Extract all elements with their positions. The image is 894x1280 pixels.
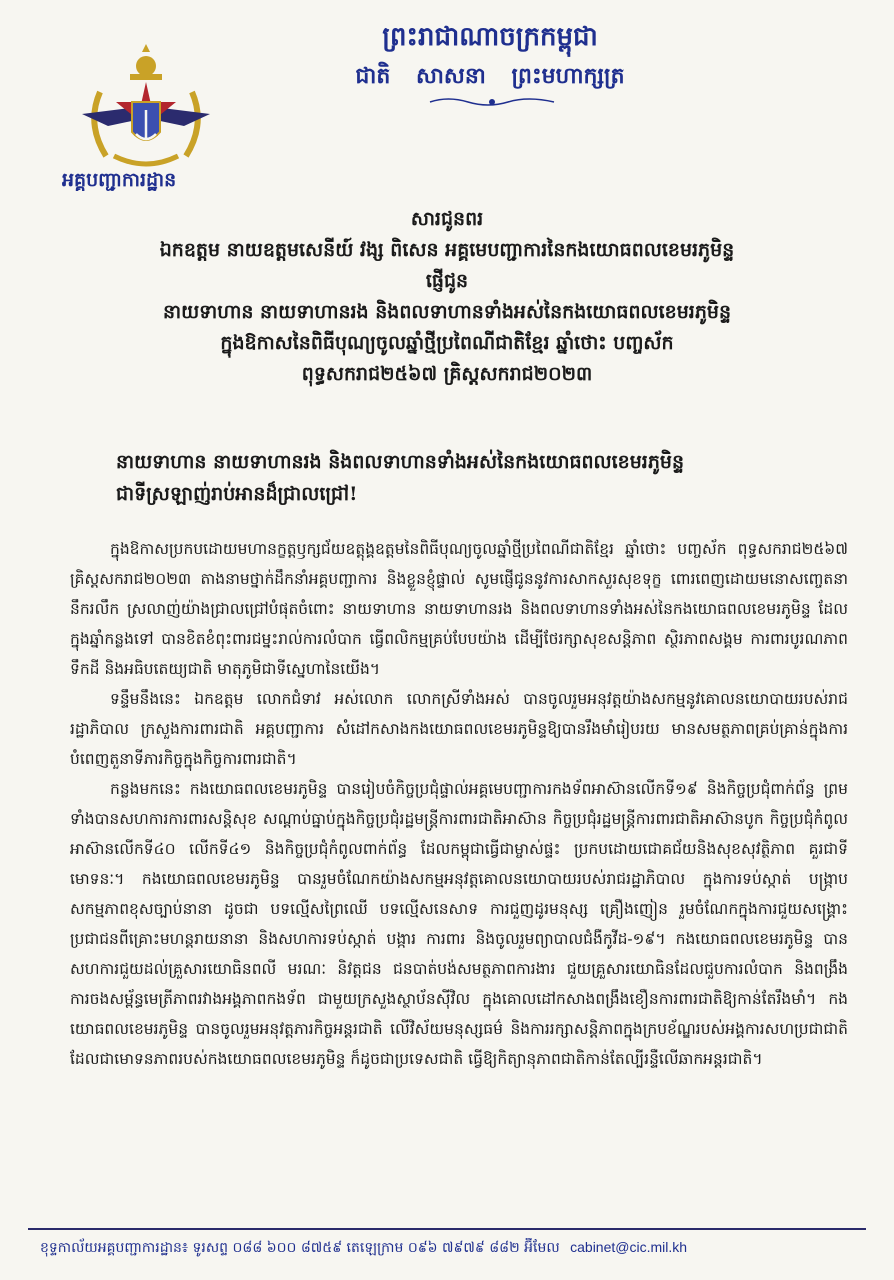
national-motto: ជាតិ សាសនា ព្រះមហាក្សត្រ xyxy=(355,63,625,89)
email-link[interactable]: cabinet@cic.mil.kh xyxy=(570,1239,688,1255)
footer-contact xyxy=(40,1238,860,1259)
contact-info: ខុទ្ទកាល័យអគ្គបញ្ជាការដ្ឋាន៖ ទូរសព្ទ ០៨៨ ៦០០ ៨៧៥៩ តេឡេក្រាម ០៩៦ ៧៩៧៩ ៨៨២ អ៊ីមែល xyxy=(40,1240,560,1256)
body-paragraph: កន្លងមកនេះ កងយោធពលខេមរភូមិន្ទ បានរៀបចំកិច្ចប្រជុំផ្ទាល់អគ្គមេបញ្ជាការកងទ័ពអាស៊ានលើកទី១៩ និងកិច្ចប្រជុំពាក់ព័ន្ធ ព្រមទាំងបានសហការការពារសន្តិសុខ សណ្តាប់ធ្នាប់ក្នុងកិច្ចប្រជុំរដ្ឋមន្ត្រីការពារជាតិអាស៊ាន កិច្ចប្រជុំរដ្ឋមន្ត្រីការពារជាតិអាស៊ានបូក កិច្ចប្រជុំកំពូលអាស៊ានលើកទី៤០ លើកទី៤១ និងកិច្ចប្រជុំកំពូលពាក់ព័ន្ធ ដែលកម្ពុជាធ្វើជាម្ចាស់ផ្ទះ ប្រកបដោយជោគជ័យនិងសុខសុវត្ថិភាព គួរជាទីមោទនៈ។ កងយោធពលខេមរភូមិន្ទ បានរួមចំណែកយ៉ាងសកម្មអនុវត្តគោលនយោបាយរបស់រាជរដ្ឋាភិបាល ក្នុងការទប់ស្កាត់ បង្ក្រាបសកម្មភាពខុសច្បាប់នានា ដូចជា បទល្មើសព្រៃឈើ បទល្មើសនេសាទ ការជួញដូរមនុស្ស គ្រឿងញៀន រួមចំណែកក្នុងការជួយសង្គ្រោះប្រជាជនពីគ្រោះមហន្តរាយនានា និងសហការទប់ស្កាត់ បង្ការ ការពារ និងចូលរួមព្យាបាលជំងឺកូវីដ-១៩។ កងយោធពលខេមរភូមិន្ទ បានសហការជួយដល់គ្រួសារយោធិនពលី មរណៈ និវត្តជន ជនបាត់បង់សមត្ថភាពការងារ ជួយគ្រួសារយោធិនដែលជួបការលំបាក និងពង្រឹងការចងសម្ព័ន្ធមេត្រីភាពរវាងអង្គភាពកងទ័ព ជាមួយក្រសួងស្ថាប័នស៊ីវិល ក្នុងគោលដៅកសាងពង្រឹងខឿនការពារជាតិឱ្យកាន់តែរឹងមាំ។ កងយោធពលខេមរភូមិន្ទ បានចូលរួមអនុវត្តភារកិច្ចអន្តរជាតិ លើវិស័យមនុស្សធម៌ និងការរក្សាសន្តិភាពក្នុងក្របខ័ណ្ឌរបស់អង្គការសហប្រជាជាតិ ដែលជាមោទនភាពរបស់កងយោធពលខេមរភូមិន្ទ ក៏ដូចជាប្រទេសជាតិ ធ្វើឱ្យកិត្យានុភាពជាតិកាន់តែល្បីរន្ទឺលើឆាកអន្តរជាតិ។ xyxy=(70,780,848,1068)
letter-body xyxy=(70,534,848,1074)
title-line: ផ្ញើជូន xyxy=(425,270,469,292)
title-line: ឯកឧត្តម នាយឧត្តមសេនីយ៍ វង្ស ពិសេន អគ្គមេបញ្ជាការនៃកងយោធពលខេមរភូមិន្ទ xyxy=(159,239,735,261)
org-name: អគ្គបញ្ជាការដ្ឋាន xyxy=(62,169,177,191)
title-line: សារជូនពរ xyxy=(410,208,484,230)
body-paragraph: ទន្ទឹមនឹងនេះ ឯកឧត្តម លោកជំទាវ អស់លោក លោកស្រីទាំងអស់ បានចូលរួមអនុវត្តយ៉ាងសកម្មនូវគោលនយោបាយរបស់រាជរដ្ឋាភិបាល ក្រសួងការពារជាតិ អគ្គបញ្ជាការ សំដៅកសាងកងយោធពលខេមរភូមិន្ទឱ្យបានរឹងមាំរៀបរយ មានសមត្ថភាពគ្រប់គ្រាន់ក្នុងការបំពេញតួនាទីភារកិច្ចក្នុងកិច្ចការពារជាតិ។ xyxy=(70,690,848,768)
salutation-line: ជាទីស្រឡាញ់រាប់អានដ៏ជ្រាលជ្រៅ! xyxy=(116,483,358,505)
military-emblem-icon xyxy=(76,44,216,174)
salutation xyxy=(116,446,846,510)
footer-divider xyxy=(28,1228,866,1230)
title-line: ពុទ្ធសករាជ២៥៦៧ គ្រិស្តសករាជ២០២៣ xyxy=(301,363,593,385)
kingdom-title: ព្រះរាជាណាចក្រកម្ពុជា xyxy=(382,22,598,52)
body-paragraph: ក្នុងឱកាសប្រកបដោយមហានក្ខត្តឫក្សជ័យឧត្តុង្គឧត្តមនៃពិធីបុណ្យចូលឆ្នាំថ្មីប្រពៃណីជាតិខ្មែរ ឆ្នាំថោះ បញ្ចស័ក ពុទ្ធសករាជ២៥៦៧ គ្រិស្តសករាជ២០២៣ តាងនាមថ្នាក់ដឹកនាំអគ្គបញ្ជាការ និងខ្លួនខ្ញុំផ្ទាល់ សូមផ្ញើជូននូវការសាកសួរសុខទុក្ខ ពោរពេញដោយមនោសញ្ចេតនានឹករលឹក ស្រលាញ់យ៉ាងជ្រាលជ្រៅបំផុតចំពោះ នាយទាហាន នាយទាហានរង និងពលទាហានទាំងអស់នៃកងយោធពលខេមរភូមិន្ទ ដែលក្នុងឆ្នាំកន្លងទៅ បានខិតខំពុះពារជម្នះរាល់ការលំបាក ធ្វើពលិកម្មគ្រប់បែបយ៉ាង ដើម្បីថែរក្សាសុខសន្តិភាព ស្ថិរភាពសង្គម ការពារបូរណភាពទឹកដី និងអធិបតេយ្យជាតិ មាតុភូមិជាទីស្នេហានៃយើង។ xyxy=(70,540,848,678)
title-line: ក្នុងឱកាសនៃពិធីបុណ្យចូលឆ្នាំថ្មីប្រពៃណីជាតិខ្មែរ ឆ្នាំថោះ បញ្ចស័ក xyxy=(220,332,674,354)
message-title-block xyxy=(60,204,834,390)
salutation-line: នាយទាហាន នាយទាហានរង និងពលទាហានទាំងអស់នៃកងយោធពលខេមរភូមិន្ទ xyxy=(116,451,685,473)
ornament-divider-icon xyxy=(428,96,556,108)
title-line: នាយទាហាន នាយទាហានរង និងពលទាហានទាំងអស់នៃកងយោធពលខេមរភូមិន្ទ xyxy=(162,301,731,323)
